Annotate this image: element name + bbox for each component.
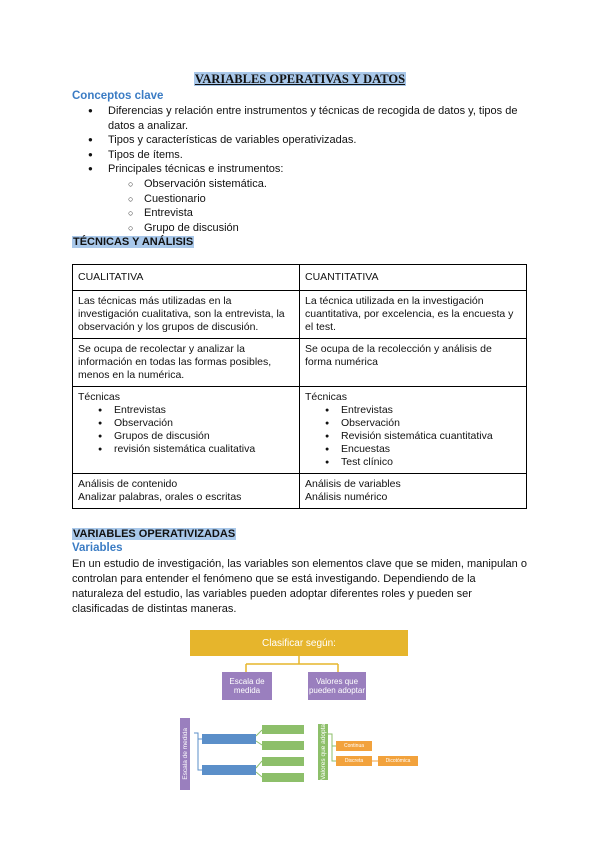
sub-list-item: ○ Entrevista xyxy=(108,206,532,221)
list-item: ● Revisión sistemática cuantitativa xyxy=(305,430,521,443)
document-title: VARIABLES OPERATIVAS Y DATOS xyxy=(194,72,406,86)
list-item: ● Entrevistas xyxy=(78,404,294,417)
cell-line: Análisis numérico xyxy=(305,491,388,503)
list-item: ● Entrevistas xyxy=(305,404,521,417)
table-cell xyxy=(73,387,300,474)
diagram-small-box xyxy=(262,741,304,750)
tecnicas-table xyxy=(72,264,527,509)
classification-diagram xyxy=(180,630,420,795)
list-item: ● Tipos y características de variables operativizadas. xyxy=(72,133,532,148)
diagram-small-box xyxy=(262,757,304,766)
table-row xyxy=(73,387,527,474)
list-item: ● Tipos de ítems. xyxy=(72,148,532,163)
tecnicas-heading: TÉCNICAS Y ANÁLISIS xyxy=(73,236,194,248)
orange-box-discreta: Discreta xyxy=(336,756,372,766)
variables-heading: VARIABLES OPERATIVIZADAS xyxy=(73,528,236,540)
side-bar-escala: Escala de medida xyxy=(180,718,190,790)
list-item: ● Diferencias y relación entre instrumentos y técnicas de recogida de datos y, tipos de datos a analizar. xyxy=(72,104,532,133)
diagram-small-box xyxy=(202,734,256,744)
list-item: ● Encuestas xyxy=(305,443,521,456)
sub-list-item: ○ Observación sistemática. xyxy=(108,177,532,192)
orange-box-dicotomica: Dicotómica xyxy=(378,756,418,766)
table-cell xyxy=(300,387,527,474)
variables-paragraph: En un estudio de investigación, las variables son elementos clave que se miden, manipulan o controlan para entender el fenómeno que se está investigando. Dependiendo de la naturaleza del estudio, las variables pueden adoptar diferentes roles y pueden ser clasificadas de distintas maneras. xyxy=(72,558,527,615)
sub-list-item: ○ Cuestionario xyxy=(108,192,532,207)
table-cell: Se ocupa de la recolección y análisis de forma numérica xyxy=(300,339,527,387)
diagram-box-valores: Valores que pueden adoptar xyxy=(308,672,366,700)
table-row xyxy=(73,474,527,509)
cell-line: Analizar palabras, orales o escritas xyxy=(78,491,242,503)
list-item: ● revisión sistemática cualitativa xyxy=(78,443,294,456)
cell-label: Técnicas xyxy=(305,391,348,403)
cell-label: Técnicas xyxy=(78,391,121,403)
table-header-cualitativa: CUALITATIVA xyxy=(73,265,300,291)
diagram-header: Clasificar según: xyxy=(190,630,408,656)
sub-list xyxy=(108,177,532,235)
diagram-small-box xyxy=(262,773,304,782)
table-row xyxy=(73,339,527,387)
table-cell xyxy=(300,474,527,509)
diagram-box-escala: Escala de medida xyxy=(222,672,272,700)
table-header-cuantitativa: CUANTITATIVA xyxy=(300,265,527,291)
list-item: ● Observación xyxy=(305,417,521,430)
variables-subheading: Variables xyxy=(72,542,123,554)
table-row xyxy=(73,265,527,291)
table-row xyxy=(73,291,527,339)
cell-list xyxy=(78,404,294,456)
list-item xyxy=(72,162,532,235)
table-cell: La técnica utilizada en la investigación cuantitativa, por excelencia, es la encuesta y el test. xyxy=(300,291,527,339)
orange-box-continua: Continua xyxy=(336,741,372,751)
table-cell xyxy=(73,474,300,509)
side-bar-valores: Valores que adopta xyxy=(319,724,327,780)
sub-list-item: ○ Grupo de discusión xyxy=(108,221,532,236)
list-item: ● Grupos de discusión xyxy=(78,430,294,443)
list-item: ● Observación xyxy=(78,417,294,430)
table-cell: Las técnicas más utilizadas en la investigación cualitativa, son la entrevista, la observación y los grupos de discusión. xyxy=(73,291,300,339)
list-item-text: Principales técnicas e instrumentos: xyxy=(108,163,284,176)
cell-list xyxy=(305,404,521,469)
table-cell: Se ocupa de recolectar y analizar la información en todas las formas posibles, menos en la numérica. xyxy=(73,339,300,387)
conceptos-heading: Conceptos clave xyxy=(72,90,164,102)
cell-line: Análisis de variables xyxy=(305,478,401,490)
cell-line: Análisis de contenido xyxy=(78,478,178,490)
diagram-small-box xyxy=(202,765,256,775)
list-item: ● Test clínico xyxy=(305,456,521,469)
diagram-small-box xyxy=(262,725,304,734)
conceptos-list xyxy=(72,104,532,235)
